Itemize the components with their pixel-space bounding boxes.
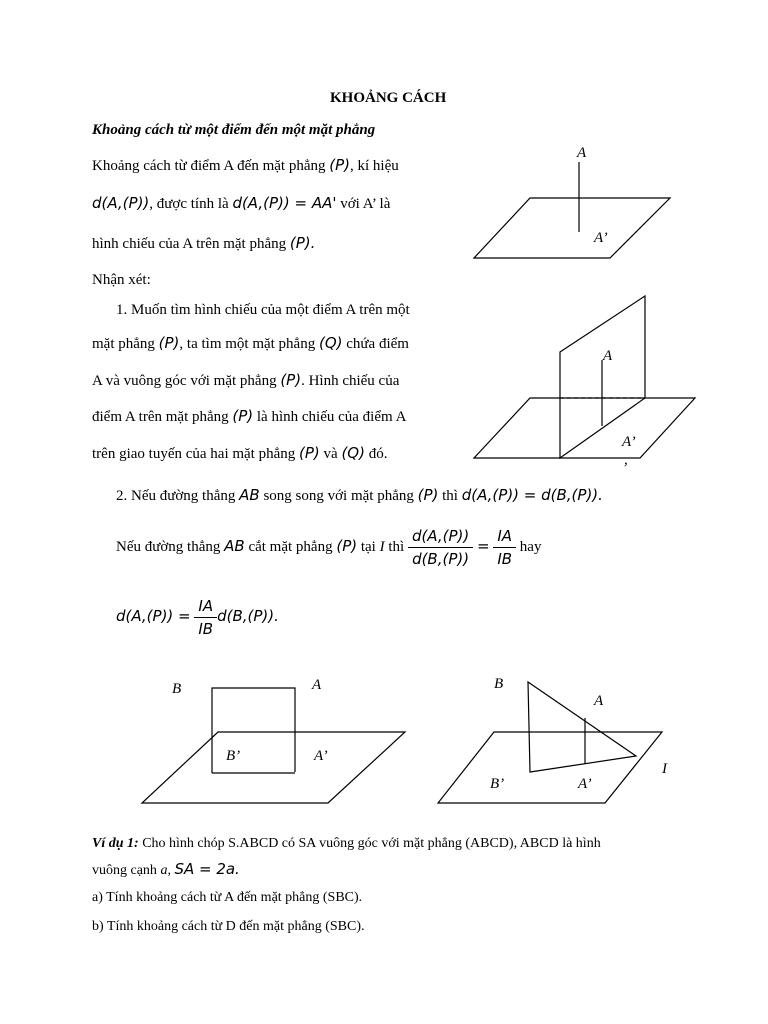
- item1-line2: mặt phẳng (P), ta tìm một mặt phẳng (Q) chứa điểm: [92, 334, 409, 352]
- item1-line3: A và vuông góc với mặt phẳng (P). Hình chiếu của: [92, 371, 400, 389]
- fig2-label-a: A: [603, 348, 613, 364]
- fig2-horizontal-plane: [474, 398, 695, 458]
- para1-line3: hình chiếu của A trên mặt phẳng (P).: [92, 234, 316, 252]
- ia-ib-fraction: $\frac{IA}{IB}$: [493, 527, 516, 568]
- para1-line2: d(A,(P)), được tính là d(A,(P)) = AA' với A’ là: [92, 194, 391, 212]
- fig4-label-a-prime: A’: [578, 776, 592, 792]
- page-title: KHOẢNG CÁCH: [330, 90, 447, 106]
- item2-line3: d(A,(P)) = $\frac{IA}{IB}$ d(B,(P)).: [116, 597, 279, 638]
- fig3-label-a-prime: A’: [314, 748, 328, 764]
- ia-ib-fraction-2: $\frac{IA}{IB}$: [194, 597, 217, 638]
- nhan-xet-heading: Nhận xét:: [92, 272, 151, 288]
- fig4-label-b: B: [494, 676, 504, 692]
- example-question-b: b) Tính khoảng cách từ D đến mặt phẳng (SBC).: [92, 919, 365, 934]
- item1-line1: 1. Muốn tìm hình chiếu của một điểm A trên một: [116, 302, 410, 318]
- example-line1: Ví dụ 1: Cho hình chóp S.ABCD có SA vuông góc với mặt phẳng (ABCD), ABCD là hình: [92, 836, 601, 851]
- distance-ratio-fraction: $\frac{d(A,(P))}{d(B,(P))}$: [408, 527, 473, 568]
- para1-line1: Khoảng cách từ điểm A đến mặt phẳng (P), kí hiệu: [92, 156, 399, 174]
- fig4-label-a: A: [594, 693, 604, 709]
- section-subtitle: Khoảng cách từ một điểm đến một mặt phẳng: [92, 122, 376, 138]
- item1-line4: điểm A trên mặt phẳng (P) là hình chiếu của điểm A: [92, 407, 407, 425]
- fig2-label-comma: ,: [624, 452, 628, 468]
- item2-line1: 2. Nếu đường thẳng AB song song với mặt phẳng (P) thì d(A,(P)) = d(B,(P)).: [116, 486, 603, 504]
- fig3-ab-frame: [212, 688, 295, 772]
- fig4-plane: [438, 732, 662, 803]
- fig4-label-b-prime: B’: [490, 776, 505, 792]
- fig3-plane: [142, 732, 405, 803]
- fig2-label-a-prime: A’: [622, 434, 636, 450]
- example-question-a: a) Tính khoảng cách từ A đến mặt phẳng (SBC).: [92, 890, 363, 905]
- example-line2: vuông cạnh a, SA = 2a.: [92, 860, 240, 878]
- item2-line2: Nếu đường thẳng AB cắt mặt phẳng (P) tại I thì $\frac{d(A,(P))}{d(B,(P))}$ = $\frac{IA}{IB}$ hay: [116, 527, 542, 568]
- fig3-label-b-prime: B’: [226, 748, 241, 764]
- fig4-label-i: I: [662, 761, 667, 777]
- fig1-label-a: A: [577, 145, 587, 161]
- item1-line5: trên giao tuyến của hai mặt phẳng (P) và (Q) đó.: [92, 444, 388, 462]
- fig1-label-a-prime: A’: [594, 230, 608, 246]
- fig1-plane: [474, 198, 670, 258]
- fig3-label-a: A: [312, 677, 322, 693]
- fig4-triangle: [528, 682, 636, 772]
- fig3-label-b: B: [172, 681, 182, 697]
